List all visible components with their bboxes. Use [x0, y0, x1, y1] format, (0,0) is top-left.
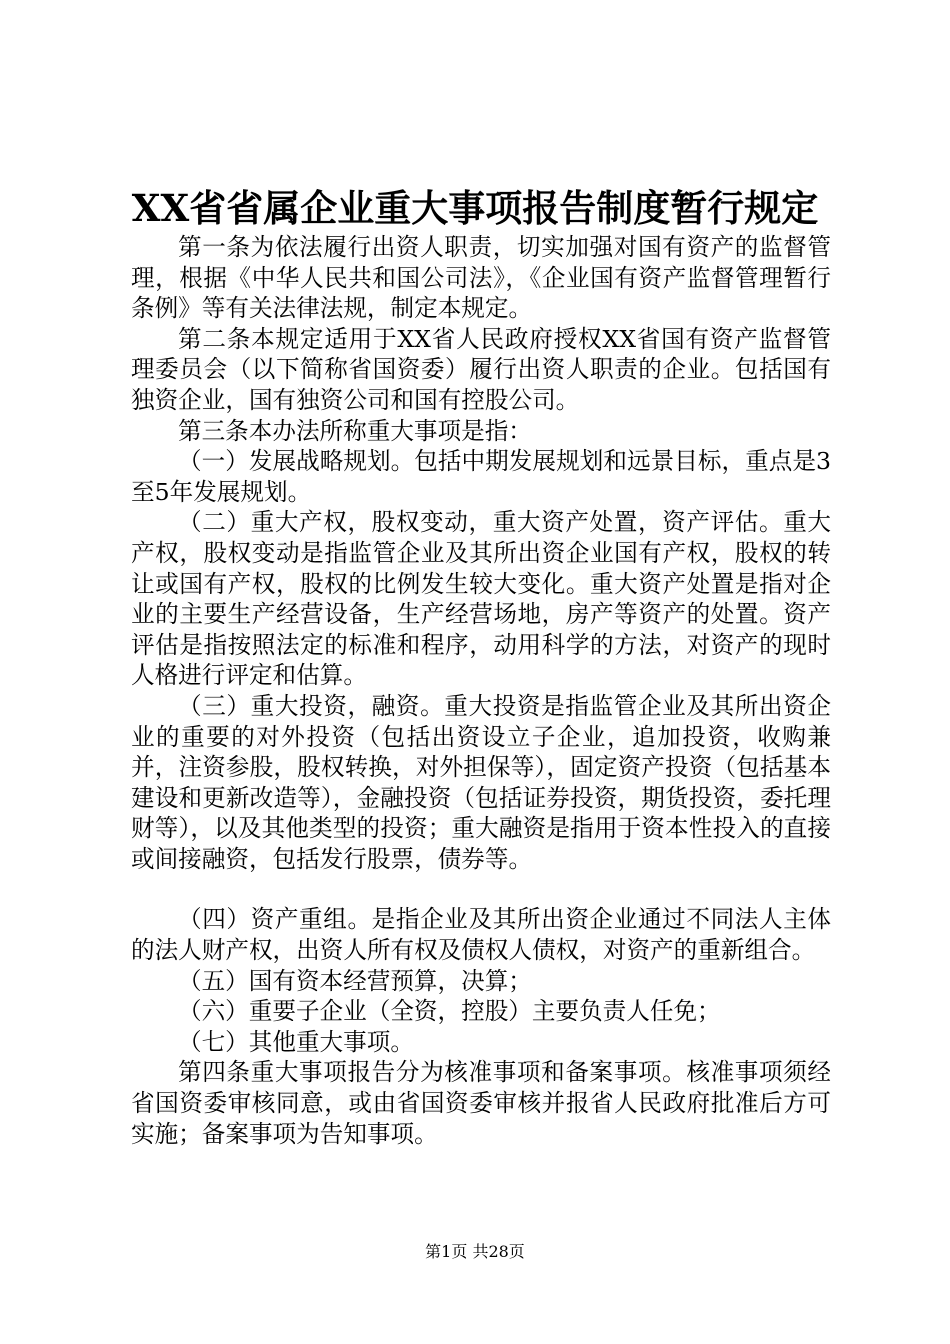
article-3-paragraph: 第三条本办法所称重大事项是指： [178, 416, 532, 445]
item-7-paragraph: （七）其他重大事项。 [178, 1027, 414, 1056]
item-2-paragraph: （二）重大产权，股权变动，重大资产处置，资产评估。重大产权，股权变动是指监管企业及其所出资企业国有产权，股权的转让或国有产权，股权的比例发生较大变化。重大资产处置是指对企业的主要生产经营设备，生产经营场地，房产等资产的处置。资产评估是指按照法定的标准和程序，动用科学的方法，对资产的现时人格进行评定和估算。 [131, 508, 831, 690]
item-4-paragraph: （四）资产重组。是指企业及其所出资企业通过不同法人主体的法人财产权，出资人所有权及债权人债权，对资产的重新组合。 [131, 905, 831, 965]
item-1-paragraph: （一）发展战略规划。包括中期发展规划和远景目标，重点是3至5年发展规划。 [131, 447, 831, 506]
item-5-paragraph: （五）国有资本经营预算，决算； [178, 966, 532, 995]
page-footer-indicator: 第1页 共28页 [425, 1242, 525, 1261]
document-title: XX省省属企业重大事项报告制度暂行规定 [131, 186, 819, 230]
article-1-paragraph: 第一条为依法履行出资人职责，切实加强对国有资产的监督管理，根据《中华人民共和国公司法》，《企业国有资产监督管理暂行条例》等有关法律法规，制定本规定。 [131, 233, 831, 323]
item-3-paragraph: （三）重大投资，融资。重大投资是指监管企业及其所出资企业的重要的对外投资（包括出资设立子企业，追加投资，收购兼并，注资参股，股权转换，对外担保等），固定资产投资（包括基本建设和更新改造等），金融投资（包括证券投资，期货投资，委托理财等），以及其他类型的投资；重大融资是指用于资本性投入的直接或间接融资，包括发行股票，债券等。 [131, 691, 831, 873]
document-body [131, 232, 831, 1149]
item-6-paragraph: （六）重要子企业（全资，控股）主要负责人任免； [178, 997, 721, 1026]
article-2-paragraph: 第二条本规定适用于XX省人民政府授权XX省国有资产监督管理委员会（以下简称省国资委）履行出资人职责的企业。包括国有独资企业，国有独资公司和国有控股公司。 [131, 324, 831, 414]
article-4-paragraph: 第四条重大事项报告分为核准事项和备案事项。核准事项须经省国资委审核同意，或由省国资委审核并报省人民政府批准后方可实施；备案事项为告知事项。 [131, 1058, 831, 1148]
